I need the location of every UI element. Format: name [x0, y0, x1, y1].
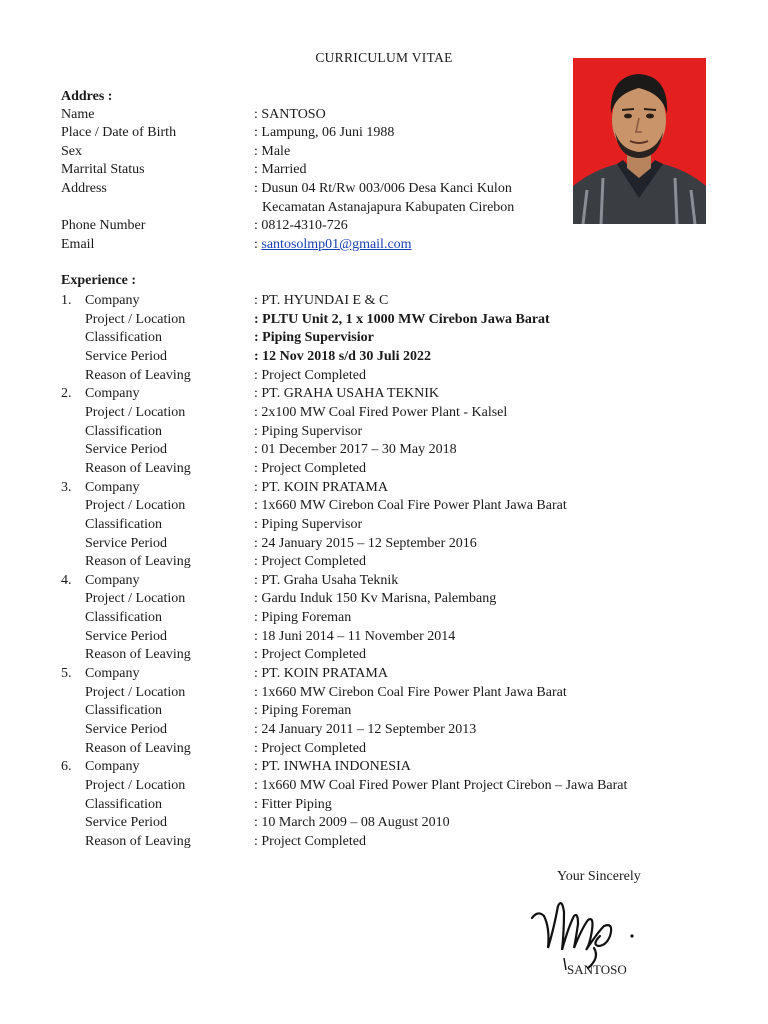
experience-number: 6.: [61, 759, 72, 775]
email-colon: :: [254, 237, 262, 252]
field-value: : Project Completed: [254, 367, 366, 383]
field-label: Company: [85, 759, 140, 775]
field-value: : Piping Supervisor: [254, 516, 363, 532]
field-value: : Project Completed: [254, 460, 366, 476]
signer-name: SANTOSO: [567, 962, 627, 977]
field-value: : PT. KOIN PRATAMA: [254, 666, 388, 681]
field-label: Project / Location: [85, 777, 186, 793]
field-value: : 24 January 2011 – 12 September 2013: [254, 722, 477, 737]
field-label: Reason of Leaving: [85, 554, 191, 570]
field-value: : Piping Supervisior: [254, 330, 374, 346]
field-label: Name: [61, 107, 95, 122]
field-label: Email: [61, 237, 95, 252]
field-label: Company: [85, 666, 140, 681]
closing-text: Your Sincerely: [557, 869, 641, 884]
field-label: Company: [85, 386, 140, 402]
field-value: : PT. KOIN PRATAMA: [254, 479, 388, 495]
field-label: Place / Date of Birth: [61, 125, 177, 140]
field-label: Phone Number: [61, 218, 146, 233]
field-value: : 0812-4310-726: [254, 218, 348, 233]
field-value: : 1x660 MW Cirebon Coal Fire Power Plant Jawa Barat: [254, 684, 567, 700]
field-value: : 24 January 2015 – 12 September 2016: [254, 535, 477, 551]
field-value: : PLTU Unit 2, 1 x 1000 MW Cirebon Jawa Barat: [254, 311, 550, 327]
profile-photo: [573, 58, 706, 224]
field-label: Service Period: [85, 535, 168, 551]
field-label: Project / Location: [85, 498, 186, 514]
field-value: : PT. Graha Usaha Teknik: [254, 572, 399, 588]
signature-icon: [528, 888, 648, 970]
field-label: Service Period: [85, 628, 168, 644]
field-value: : Dusun 04 Rt/Rw 003/006 Desa Kanci Kulon: [254, 181, 512, 196]
experience-number: 5.: [61, 666, 72, 681]
field-value: [254, 236, 412, 254]
field-value: Kecamatan Astanajapura Kabupaten Cirebon: [262, 200, 515, 215]
field-label: Project / Location: [85, 404, 186, 420]
experience-number: 4.: [61, 572, 72, 588]
field-value: : Piping Supervisor: [254, 423, 363, 439]
field-label: Marrital Status: [61, 162, 145, 177]
experience-number: 1.: [61, 293, 72, 308]
field-label: Service Period: [85, 815, 168, 831]
field-value: : Married: [254, 162, 307, 177]
field-label: Company: [85, 293, 140, 308]
field-value: : Gardu Induk 150 Kv Marisna, Palembang: [254, 591, 497, 607]
field-label: Classification: [85, 796, 162, 812]
field-value: : Piping Foreman: [254, 610, 352, 625]
field-value: : 1x660 MW Cirebon Coal Fire Power Plant Jawa Barat: [254, 498, 567, 514]
field-label: Sex: [61, 144, 82, 159]
email-link[interactable]: santosolmp01@gmail.com: [261, 237, 412, 252]
field-value: : Project Completed: [254, 833, 366, 849]
field-value: : 01 December 2017 – 30 May 2018: [254, 442, 457, 458]
field-value: : Male: [254, 144, 291, 159]
field-value: : PT. INWHA INDONESIA: [254, 759, 411, 775]
field-value: : Project Completed: [254, 740, 366, 756]
field-value: : PT. HYUNDAI E & C: [254, 293, 389, 308]
field-label: Address: [61, 181, 107, 196]
document-title: CURRICULUM VITAE: [315, 50, 453, 65]
field-value: : Piping Foreman: [254, 703, 352, 719]
field-value: : 18 Juni 2014 – 11 November 2014: [254, 628, 456, 644]
field-value: : Project Completed: [254, 647, 366, 663]
field-value: : Lampung, 06 Juni 1988: [254, 125, 395, 140]
field-label: Classification: [85, 516, 162, 532]
field-value: : Project Completed: [254, 554, 366, 570]
field-label: Service Period: [85, 348, 168, 364]
field-label: Reason of Leaving: [85, 740, 191, 756]
field-label: Company: [85, 572, 140, 588]
field-value: : 1x660 MW Coal Fired Power Plant Project Cirebon – Jawa Barat: [254, 777, 628, 793]
field-label: Reason of Leaving: [85, 367, 191, 383]
field-label: Classification: [85, 330, 162, 346]
experience-heading: Experience :: [61, 273, 137, 288]
field-label: Project / Location: [85, 684, 186, 700]
field-value: : SANTOSO: [254, 107, 326, 122]
field-label: Classification: [85, 610, 162, 625]
field-value: : PT. GRAHA USAHA TEKNIK: [254, 386, 439, 402]
field-value: : 12 Nov 2018 s/d 30 Juli 2022: [254, 348, 431, 364]
field-label: Reason of Leaving: [85, 647, 191, 663]
experience-number: 3.: [61, 479, 72, 495]
field-label: Project / Location: [85, 591, 186, 607]
field-label: Project / Location: [85, 311, 186, 327]
field-label: Company: [85, 479, 140, 495]
person-portrait-icon: [573, 58, 706, 224]
address-heading: Addres :: [61, 89, 113, 104]
field-value: : 2x100 MW Coal Fired Power Plant - Kalsel: [254, 404, 508, 420]
field-label: Reason of Leaving: [85, 833, 191, 849]
experience-number: 2.: [61, 386, 72, 402]
field-label: Reason of Leaving: [85, 460, 191, 476]
field-label: Service Period: [85, 722, 168, 737]
field-label: Classification: [85, 703, 162, 719]
field-value: : 10 March 2009 – 08 August 2010: [254, 815, 450, 831]
field-label: Classification: [85, 423, 162, 439]
field-value: : Fitter Piping: [254, 796, 332, 812]
field-label: Service Period: [85, 442, 168, 458]
